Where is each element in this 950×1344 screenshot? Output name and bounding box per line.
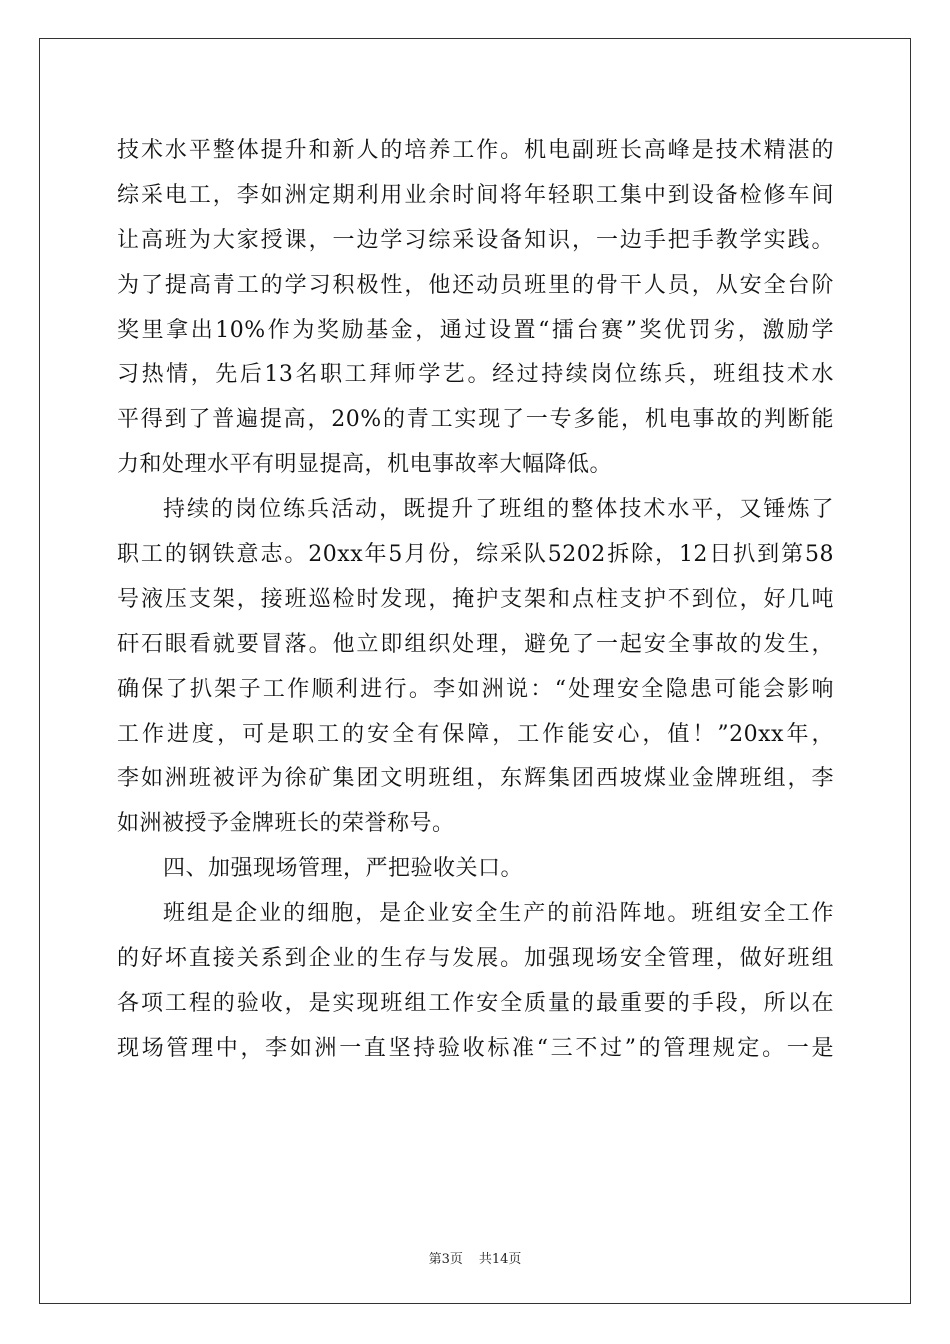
text-line: 奖里拿出10%作为奖励基金，通过设置“擂台赛”奖优罚劣，激励学 bbox=[117, 317, 834, 343]
text-line: 为了提高青工的学习积极性，他还动员班里的骨干人员，从安全台阶 bbox=[117, 272, 834, 298]
page-total: 共14页 bbox=[478, 1252, 522, 1267]
document-body bbox=[117, 129, 834, 1072]
text-line: 确保了扒架子工作顺利进行。李如洲说：“处理安全隐患可能会影响 bbox=[117, 676, 834, 702]
section-heading: 四、加强现场管理，严把验收关口。 bbox=[163, 856, 524, 882]
text-line: 综采电工，李如洲定期利用业余时间将年轻职工集中到设备检修车间 bbox=[117, 182, 834, 208]
text-line: 平得到了普遍提高，20%的青工实现了一专多能，机电事故的判断能 bbox=[117, 407, 834, 433]
text-line: 李如洲班被评为徐矿集团文明班组，东辉集团西坡煤业金牌班组，李 bbox=[117, 766, 834, 792]
text-line: 如洲被授予金牌班长的荣誉称号。 bbox=[117, 811, 455, 837]
text-line: 号液压支架，接班巡检时发现，掩护支架和点柱支护不到位，好几吨 bbox=[117, 586, 834, 612]
text-line: 习热情，先后13名职工拜师学艺。经过持续岗位练兵，班组技术水 bbox=[117, 362, 834, 388]
paragraph-first-line: 班组是企业的细胞，是企业安全生产的前沿阵地。班组安全工作 bbox=[163, 901, 834, 927]
text-line: 现场管理中，李如洲一直坚持验收标准“三不过”的管理规定。一是 bbox=[117, 1035, 834, 1061]
page-number: 第3页 bbox=[428, 1252, 463, 1267]
text-line: 矸石眼看就要冒落。他立即组织处理，避免了一起安全事故的发生， bbox=[117, 631, 834, 657]
paragraph-first-line: 持续的岗位练兵活动，既提升了班组的整体技术水平，又锤炼了 bbox=[163, 497, 834, 523]
text-line: 的好坏直接关系到企业的生存与发展。加强现场安全管理，做好班组 bbox=[117, 946, 834, 972]
text-line: 各项工程的验收，是实现班组工作安全质量的最重要的手段，所以在 bbox=[117, 990, 834, 1016]
text-line: 力和处理水平有明显提高，机电事故率大幅降低。 bbox=[117, 452, 613, 478]
page-footer bbox=[0, 1248, 950, 1267]
text-line: 工作进度，可是职工的安全有保障，工作能安心，值！”20xx年， bbox=[117, 721, 834, 747]
text-line: 技术水平整体提升和新人的培养工作。机电副班长高峰是技术精湛的 bbox=[117, 138, 834, 163]
text-line: 职工的钢铁意志。20xx年5月份，综采队5202拆除，12日扒到第58 bbox=[117, 542, 834, 568]
text-line: 让高班为大家授课，一边学习综采设备知识，一边手把手教学实践。 bbox=[117, 227, 834, 253]
